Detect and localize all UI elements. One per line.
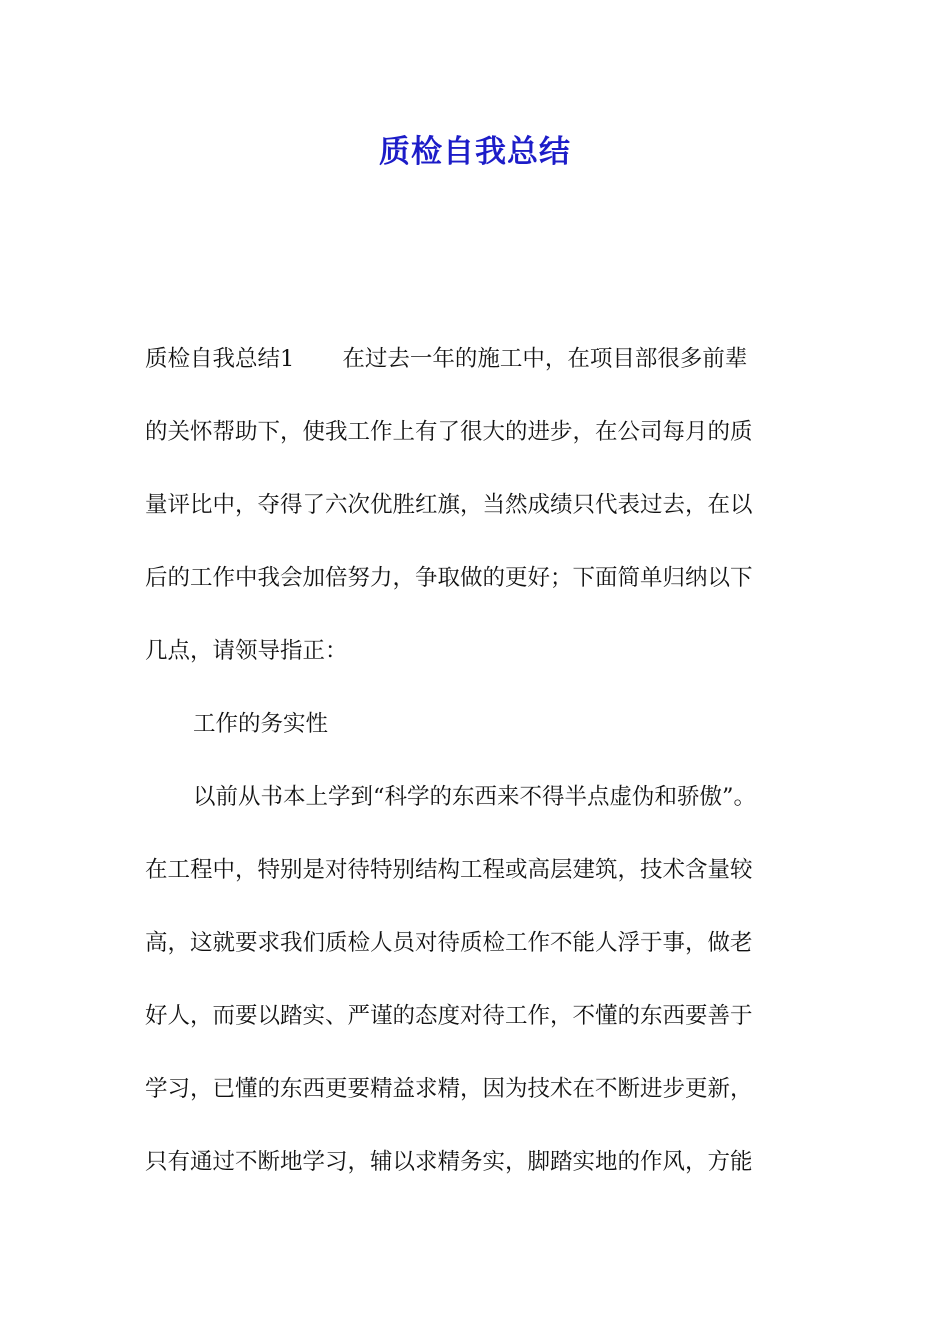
- paragraph-line: 的关怀帮助下，使我工作上有了很大的进步，在公司每月的质: [145, 419, 753, 445]
- paragraph-line: 以前从书本上学到“科学的东西来不得半点虚伪和骄傲”。: [193, 784, 757, 810]
- paragraph-line: 好人，而要以踏实、严谨的态度对待工作，不懂的东西要善于: [145, 1003, 753, 1029]
- paragraph-line: 后的工作中我会加倍努力，争取做的更好；下面简单归纳以下: [145, 565, 753, 591]
- paragraph-line: [145, 323, 825, 396]
- section-heading: 工作的务实性: [193, 711, 329, 737]
- intro-paragraph: [145, 323, 825, 1199]
- paragraph-line: 量评比中，夺得了六次优胜红旗，当然成绩只代表过去，在以: [145, 492, 753, 518]
- paragraph-line: 只有通过不断地学习，辅以求精务实，脚踏实地的作风，方能: [145, 1149, 753, 1175]
- document-title: 质检自我总结: [379, 134, 571, 170]
- paragraph-line: 几点，请领导指正：: [145, 638, 348, 664]
- paragraph-line: 学习，已懂的东西更要精益求精，因为技术在不断进步更新，: [145, 1076, 753, 1102]
- section-number-label: 质检自我总结1: [145, 346, 295, 372]
- paragraph-line: 高，这就要求我们质检人员对待质检工作不能人浮于事，做老: [145, 930, 753, 956]
- paragraph-line: 在工程中，特别是对待特别结构工程或高层建筑，技术含量较: [145, 857, 753, 883]
- paragraph-text: 在过去一年的施工中，在项目部很多前辈: [342, 346, 748, 372]
